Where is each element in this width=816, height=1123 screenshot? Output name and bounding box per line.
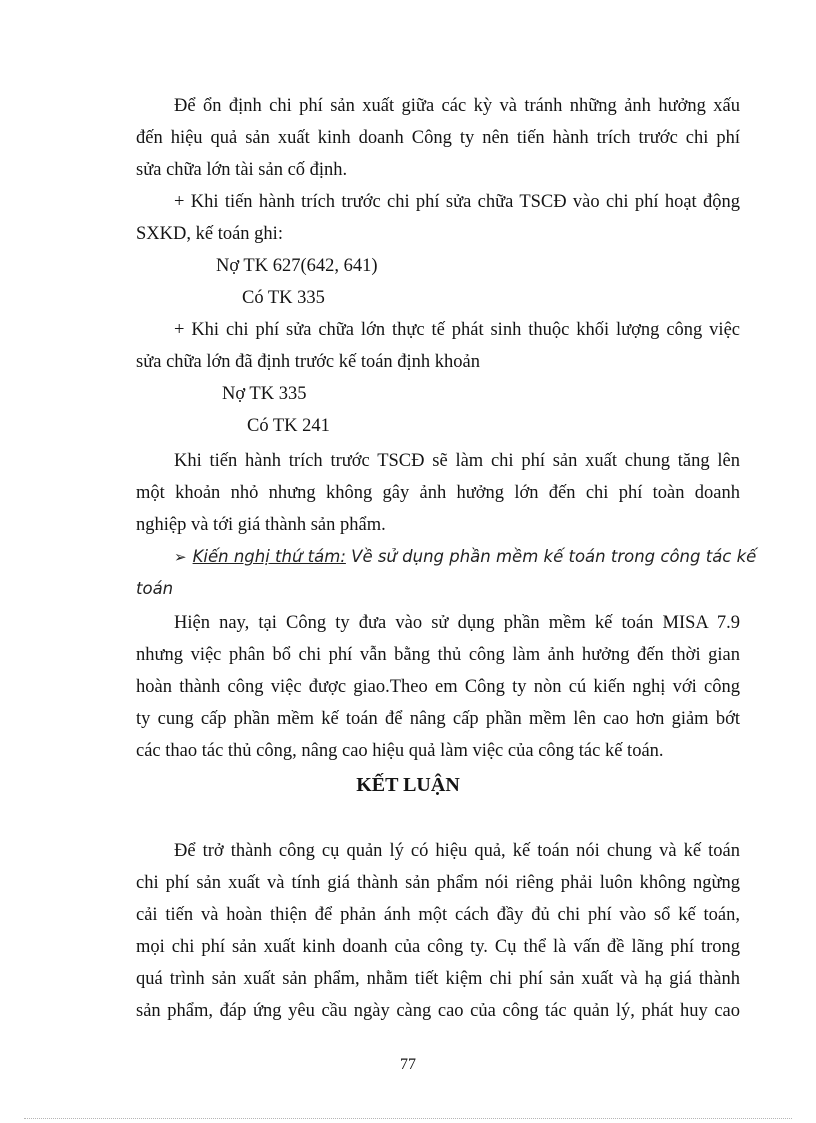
journal-debit-entry: Nợ TK 627(642, 641) [216, 256, 378, 276]
footer-divider [24, 1118, 792, 1119]
journal-credit-entry: Có TK 241 [247, 416, 330, 436]
section-heading: KẾT LUẬN [356, 774, 460, 796]
step-line: + Khi chi phí sửa chữa lớn thực tế phát sinh thuộc khối lượng công việc [174, 320, 740, 340]
paragraph-line: quá trình sản xuất sản phẩm, nhằm tiết kiệm chi phí sản xuất và hạ giá thành [136, 969, 740, 989]
paragraph-line: nghiệp và tới giá thành sản phẩm. [136, 515, 386, 535]
step-line: + Khi tiến hành trích trước chi phí sửa chữa TSCĐ vào chi phí hoạt động [174, 192, 740, 212]
paragraph-line: một khoản nhỏ nhưng không gây ảnh hưởng lớn đến chi phí toàn doanh [136, 483, 740, 503]
journal-debit-entry: Nợ TK 335 [222, 384, 307, 404]
journal-credit-entry: Có TK 335 [242, 288, 325, 308]
paragraph-line: sản phẩm, đáp ứng yêu cầu ngày càng cao của công tác quản lý, phát huy cao [136, 1001, 740, 1021]
paragraph-line: nhưng việc phân bổ chi phí vẫn bằng thủ công làm ảnh hưởng đến thời gian [136, 645, 740, 665]
recommendation-continuation: toán [136, 579, 174, 598]
paragraph-line: hoàn thành công việc được giao.Theo em Công ty nòn cú kiến nghị với công [136, 677, 740, 697]
recommendation-heading [174, 545, 757, 569]
recommendation-text: Về sử dụng phần mềm kế toán trong công tác kế [345, 547, 757, 566]
paragraph-line: Để trở thành công cụ quản lý có hiệu quả, kế toán nói chung và kế toán [174, 841, 740, 861]
paragraph-line: sửa chữa lớn tài sản cố định. [136, 160, 348, 180]
arrow-bullet-icon: ➢ [174, 548, 187, 566]
paragraph-line: ty cung cấp phần mềm kế toán để nâng cấp phần mềm lên cao hơn giảm bớt [136, 709, 740, 729]
paragraph-line: đến hiệu quả sản xuất kinh doanh Công ty nên tiến hành trích trước chi phí [136, 128, 740, 148]
page-number: 77 [400, 1056, 416, 1073]
paragraph-line: chi phí sản xuất và tính giá thành sản phẩm nói riêng phải luôn không ngừng [136, 873, 740, 893]
step-line: SXKD, kế toán ghi: [136, 224, 283, 244]
paragraph-line: mọi chi phí sản xuất kinh doanh của công ty. Cụ thể là vấn đề lãng phí trong [136, 937, 740, 957]
paragraph-line: các thao tác thủ công, nâng cao hiệu quả làm việc của công tác kế toán. [136, 741, 664, 761]
paragraph-line: Hiện nay, tại Công ty đưa vào sử dụng phần mềm kế toán MISA 7.9 [174, 613, 740, 633]
recommendation-label: Kiến nghị thứ tám: [192, 547, 346, 566]
paragraph-line: Để ổn định chi phí sản xuất giữa các kỳ và tránh những ảnh hưởng xấu [174, 96, 740, 116]
step-line: sửa chữa lớn đã định trước kế toán định khoản [136, 352, 481, 372]
paragraph-line: Khi tiến hành trích trước TSCĐ sẽ làm chi phí sản xuất chung tăng lên [174, 451, 740, 471]
paragraph-line: cải tiến và hoàn thiện để phản ánh một cách đầy đủ chi phí vào sổ kế toán, [136, 905, 740, 925]
